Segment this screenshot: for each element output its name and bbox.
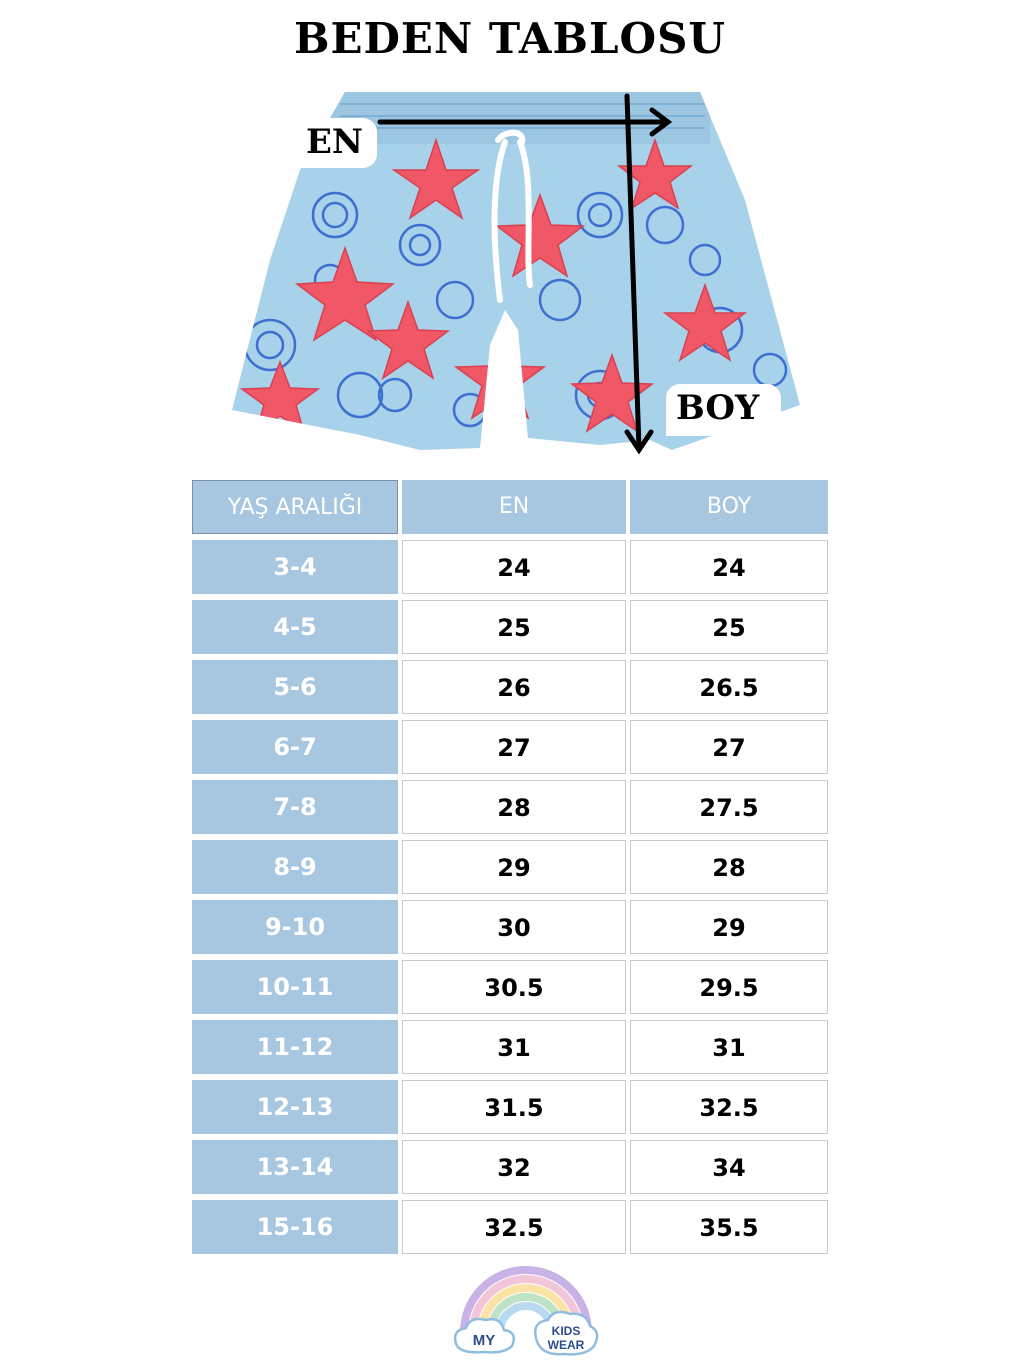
header-width: EN bbox=[402, 480, 626, 534]
age-range-cell: 3-4 bbox=[192, 540, 398, 594]
width-cell: 31 bbox=[402, 1020, 626, 1074]
table-row bbox=[192, 900, 828, 956]
width-cell: 28 bbox=[402, 780, 626, 834]
table-row bbox=[192, 960, 828, 1016]
width-cell: 32.5 bbox=[402, 1200, 626, 1254]
table-row bbox=[192, 720, 828, 776]
table-row bbox=[192, 840, 828, 896]
length-cell: 26.5 bbox=[630, 660, 828, 714]
age-range-cell: 8-9 bbox=[192, 840, 398, 894]
table-row bbox=[192, 540, 828, 596]
width-cell: 26 bbox=[402, 660, 626, 714]
length-cell: 32.5 bbox=[630, 1080, 828, 1134]
age-range-cell: 7-8 bbox=[192, 780, 398, 834]
table-row bbox=[192, 1020, 828, 1076]
width-cell: 24 bbox=[402, 540, 626, 594]
width-cell: 31.5 bbox=[402, 1080, 626, 1134]
table-row bbox=[192, 1140, 828, 1196]
brand-logo bbox=[450, 1258, 602, 1358]
length-cell: 34 bbox=[630, 1140, 828, 1194]
logo-my-text: MY bbox=[472, 1332, 496, 1349]
age-range-cell: 6-7 bbox=[192, 720, 398, 774]
length-cell: 24 bbox=[630, 540, 828, 594]
age-range-cell: 12-13 bbox=[192, 1080, 398, 1134]
boy-dimension-label: BOY bbox=[666, 384, 781, 436]
age-range-cell: 5-6 bbox=[192, 660, 398, 714]
length-cell: 31 bbox=[630, 1020, 828, 1074]
table-row bbox=[192, 600, 828, 656]
header-length: BOY bbox=[630, 480, 828, 534]
logo-kids-text: KIDS bbox=[551, 1324, 581, 1338]
header-age-range: YAŞ ARALIĞI bbox=[192, 480, 398, 534]
length-cell: 27.5 bbox=[630, 780, 828, 834]
age-range-cell: 9-10 bbox=[192, 900, 398, 954]
age-range-cell: 10-11 bbox=[192, 960, 398, 1014]
width-cell: 29 bbox=[402, 840, 626, 894]
length-cell: 35.5 bbox=[630, 1200, 828, 1254]
width-cell: 30 bbox=[402, 900, 626, 954]
width-cell: 25 bbox=[402, 600, 626, 654]
page-title: BEDEN TABLOSU bbox=[293, 14, 727, 63]
shorts-illustration bbox=[0, 0, 1020, 470]
length-cell: 27 bbox=[630, 720, 828, 774]
length-cell: 29.5 bbox=[630, 960, 828, 1014]
age-range-cell: 4-5 bbox=[192, 600, 398, 654]
length-cell: 25 bbox=[630, 600, 828, 654]
en-dimension-label: EN bbox=[300, 118, 377, 168]
width-cell: 30.5 bbox=[402, 960, 626, 1014]
age-range-cell: 13-14 bbox=[192, 1140, 398, 1194]
table-row bbox=[192, 1200, 828, 1256]
logo-wear-text: WEAR bbox=[547, 1338, 585, 1352]
age-range-cell: 15-16 bbox=[192, 1200, 398, 1254]
width-cell: 32 bbox=[402, 1140, 626, 1194]
table-row bbox=[192, 780, 828, 836]
table-header-row bbox=[192, 480, 828, 536]
age-range-cell: 11-12 bbox=[192, 1020, 398, 1074]
length-cell: 29 bbox=[630, 900, 828, 954]
width-cell: 27 bbox=[402, 720, 626, 774]
table-row bbox=[192, 1080, 828, 1136]
table-row bbox=[192, 660, 828, 716]
length-cell: 28 bbox=[630, 840, 828, 894]
